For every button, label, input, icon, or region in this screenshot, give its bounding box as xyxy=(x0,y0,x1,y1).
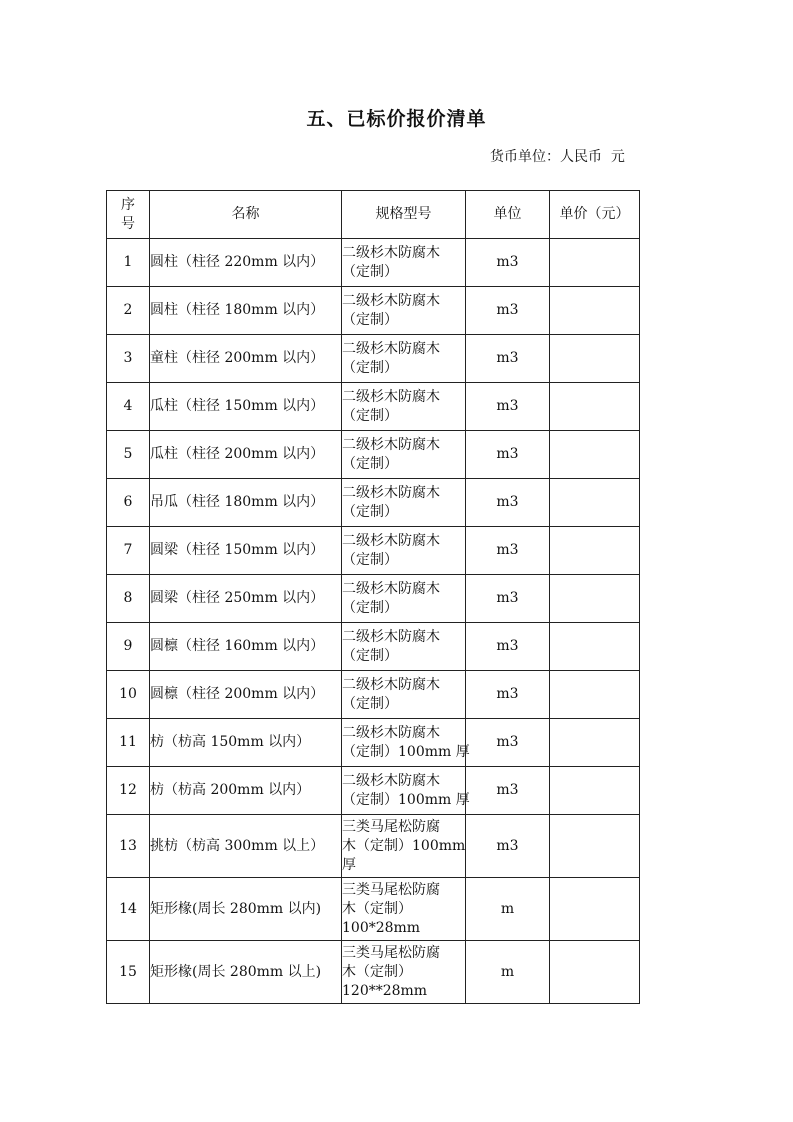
row-spec-line: 三类马尾松防腐 xyxy=(342,881,440,898)
row-seq: 2 xyxy=(107,287,150,335)
row-spec-line: 三类马尾松防腐 xyxy=(342,818,440,835)
row-unit: m xyxy=(466,941,550,1004)
header-unit: 单位 xyxy=(466,191,550,239)
row-name: 圆柱（柱径 180mm 以内） xyxy=(150,287,342,335)
table-header xyxy=(107,191,640,239)
quote-table xyxy=(106,190,640,1004)
row-seq: 6 xyxy=(107,479,150,527)
row-spec xyxy=(342,878,466,941)
row-unit: m3 xyxy=(466,479,550,527)
row-price-cell[interactable] xyxy=(550,479,640,527)
table-row xyxy=(107,671,640,719)
row-spec-line: （定制） xyxy=(342,503,398,520)
header-price: 单价（元） xyxy=(550,191,640,239)
row-spec xyxy=(342,287,466,335)
header-row xyxy=(107,191,640,239)
table-row xyxy=(107,431,640,479)
row-spec-line: （定制） xyxy=(342,311,398,328)
row-name: 圆梁（柱径 250mm 以内） xyxy=(150,575,342,623)
row-spec-line: 100*28mm xyxy=(342,919,421,936)
row-seq: 4 xyxy=(107,383,150,431)
row-spec xyxy=(342,383,466,431)
row-spec-line: 木（定制） xyxy=(342,963,412,980)
row-spec xyxy=(342,719,470,767)
row-spec-line: 二级杉木防腐木 xyxy=(342,436,440,453)
row-price-cell[interactable] xyxy=(550,815,640,878)
header-name: 名称 xyxy=(150,191,342,239)
row-price-cell[interactable] xyxy=(550,767,640,815)
row-name: 瓜柱（柱径 200mm 以内） xyxy=(150,431,342,479)
row-seq: 3 xyxy=(107,335,150,383)
row-price-cell[interactable] xyxy=(550,878,640,941)
table-body xyxy=(107,239,640,1004)
table-row xyxy=(107,575,640,623)
row-seq: 11 xyxy=(107,719,150,767)
row-name: 圆檩（柱径 160mm 以内） xyxy=(150,623,342,671)
row-price-cell[interactable] xyxy=(550,239,640,287)
row-unit: m3 xyxy=(466,527,550,575)
row-unit: m3 xyxy=(466,767,550,815)
row-price-cell[interactable] xyxy=(550,623,640,671)
row-spec-line: 二级杉木防腐木 xyxy=(342,484,440,501)
header-seq: 序 号 xyxy=(107,191,150,239)
row-name: 矩形椽(周长 280mm 以上) xyxy=(150,941,342,1004)
table-row xyxy=(107,815,640,878)
row-spec-line: 二级杉木防腐木 xyxy=(342,724,440,741)
row-seq: 10 xyxy=(107,671,150,719)
row-seq: 13 xyxy=(107,815,150,878)
row-spec-line: 二级杉木防腐木 xyxy=(342,532,440,549)
row-price-cell[interactable] xyxy=(550,671,640,719)
row-price-cell[interactable] xyxy=(550,431,640,479)
row-spec xyxy=(342,671,466,719)
row-name: 矩形椽(周长 280mm 以内) xyxy=(150,878,342,941)
row-spec-line: 二级杉木防腐木 xyxy=(342,676,440,693)
table-row xyxy=(107,767,640,815)
row-unit: m3 xyxy=(466,815,550,878)
row-price-cell[interactable] xyxy=(550,287,640,335)
row-unit: m3 xyxy=(466,575,550,623)
row-seq: 12 xyxy=(107,767,150,815)
row-seq: 1 xyxy=(107,239,150,287)
row-name: 圆檩（柱径 200mm 以内） xyxy=(150,671,342,719)
row-spec-line: 二级杉木防腐木 xyxy=(342,388,440,405)
row-spec-line: （定制） xyxy=(342,407,398,424)
row-spec-line: （定制） xyxy=(342,599,398,616)
row-unit: m3 xyxy=(466,719,550,767)
row-name: 瓜柱（柱径 150mm 以内） xyxy=(150,383,342,431)
row-spec-line: （定制） xyxy=(342,647,398,664)
row-spec xyxy=(342,575,466,623)
row-name: 圆柱（柱径 220mm 以内） xyxy=(150,239,342,287)
row-spec-line: （定制） xyxy=(342,263,398,280)
row-spec xyxy=(342,479,466,527)
row-spec-line: 木（定制） xyxy=(342,900,412,917)
row-unit: m3 xyxy=(466,671,550,719)
row-name: 童柱（柱径 200mm 以内） xyxy=(150,335,342,383)
row-spec xyxy=(342,431,466,479)
table-row xyxy=(107,239,640,287)
row-price-cell[interactable] xyxy=(550,941,640,1004)
row-spec xyxy=(342,623,466,671)
row-spec xyxy=(342,527,466,575)
row-name: 挑枋（枋高 300mm 以上） xyxy=(150,815,342,878)
row-spec xyxy=(342,941,466,1004)
row-price-cell[interactable] xyxy=(550,383,640,431)
row-name: 吊瓜（柱径 180mm 以内） xyxy=(150,479,342,527)
currency-note: 货币单位：人民币 元 xyxy=(490,149,625,165)
table-row xyxy=(107,335,640,383)
table-row xyxy=(107,878,640,941)
row-spec xyxy=(342,239,466,287)
table-row xyxy=(107,719,640,767)
row-price-cell[interactable] xyxy=(550,335,640,383)
row-spec-line: （定制）100mm 厚 xyxy=(342,791,470,808)
row-spec-line: 二级杉木防腐木 xyxy=(342,580,440,597)
row-spec-line: （定制）100mm 厚 xyxy=(342,743,470,760)
row-seq: 14 xyxy=(107,878,150,941)
table-row xyxy=(107,383,640,431)
row-unit: m3 xyxy=(466,623,550,671)
row-spec-line: 二级杉木防腐木 xyxy=(342,772,440,789)
header-spec: 规格型号 xyxy=(342,191,466,239)
row-spec-line: （定制） xyxy=(342,695,398,712)
row-spec-line: 三类马尾松防腐 xyxy=(342,944,440,961)
row-spec-line: 二级杉木防腐木 xyxy=(342,292,440,309)
row-spec-line: 木（定制）100mm xyxy=(342,837,466,854)
row-price-cell[interactable] xyxy=(550,719,640,767)
row-unit: m xyxy=(466,878,550,941)
row-seq: 15 xyxy=(107,941,150,1004)
row-spec-line: 厚 xyxy=(342,856,356,873)
table-row xyxy=(107,623,640,671)
row-seq: 5 xyxy=(107,431,150,479)
table-row xyxy=(107,287,640,335)
row-name: 枋（枋高 150mm 以内） xyxy=(150,719,342,767)
row-unit: m3 xyxy=(466,431,550,479)
row-seq: 7 xyxy=(107,527,150,575)
row-spec-line: 二级杉木防腐木 xyxy=(342,244,440,261)
row-unit: m3 xyxy=(466,335,550,383)
page-title: 五、已标价报价清单 xyxy=(306,108,487,130)
row-unit: m3 xyxy=(466,383,550,431)
table-row xyxy=(107,941,640,1004)
row-name: 枋（枋高 200mm 以内） xyxy=(150,767,342,815)
row-spec-line: 二级杉木防腐木 xyxy=(342,628,440,645)
row-unit: m3 xyxy=(466,287,550,335)
row-spec xyxy=(342,335,466,383)
row-seq: 9 xyxy=(107,623,150,671)
row-spec-line: （定制） xyxy=(342,455,398,472)
row-spec-line: 120**28mm xyxy=(342,982,428,999)
row-spec-line: 二级杉木防腐木 xyxy=(342,340,440,357)
row-name: 圆梁（柱径 150mm 以内） xyxy=(150,527,342,575)
table-row xyxy=(107,479,640,527)
row-spec-line: （定制） xyxy=(342,359,398,376)
row-spec-line: （定制） xyxy=(342,551,398,568)
row-spec xyxy=(342,767,470,815)
row-unit: m3 xyxy=(466,239,550,287)
row-seq: 8 xyxy=(107,575,150,623)
row-price-cell[interactable] xyxy=(550,575,640,623)
row-price-cell[interactable] xyxy=(550,527,640,575)
table-row xyxy=(107,527,640,575)
row-spec xyxy=(342,815,466,878)
